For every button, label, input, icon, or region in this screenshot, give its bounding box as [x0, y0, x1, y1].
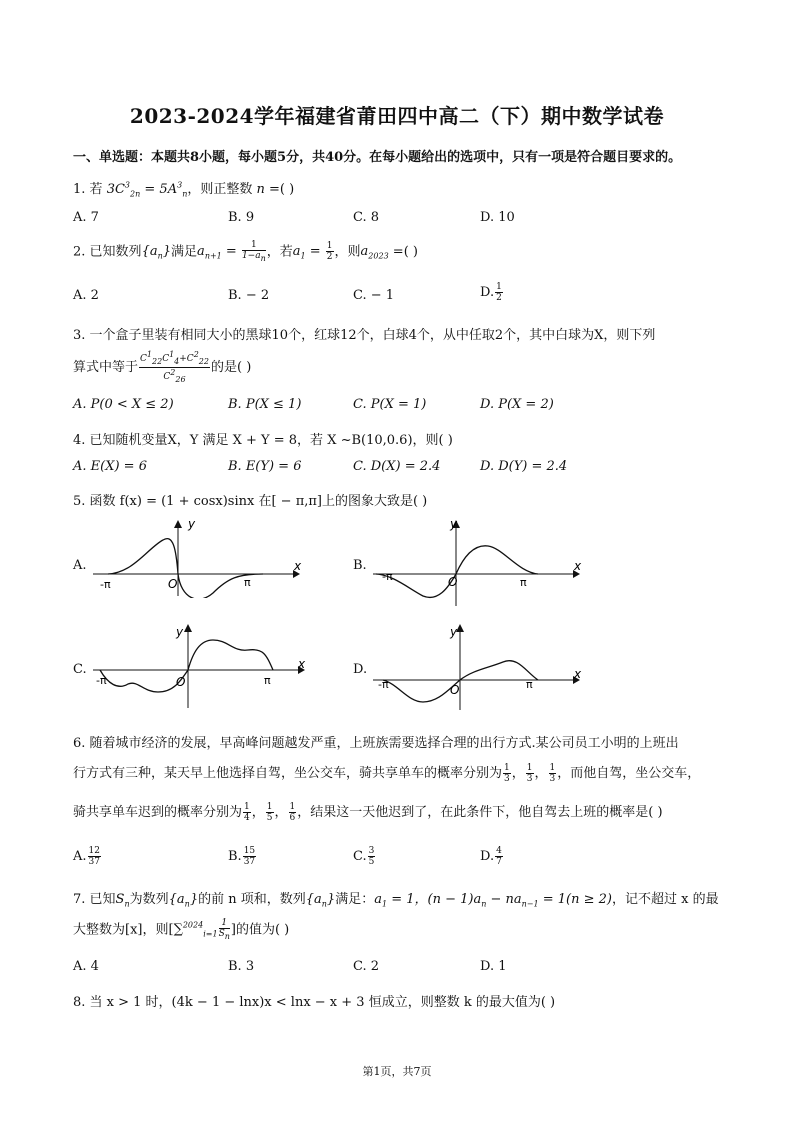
curve	[376, 546, 538, 598]
option-c: C. $\frac{3}{5}$	[353, 846, 375, 867]
option-a: A. 7	[73, 210, 99, 225]
option-a: A. E(X) = 6	[73, 459, 147, 474]
origin-label: O	[450, 683, 460, 697]
pi-label: π	[526, 678, 533, 691]
option-d: D. 10	[480, 210, 515, 225]
curve	[108, 539, 263, 598]
option-a: A. 4	[73, 959, 99, 974]
option-b: B.	[353, 558, 367, 573]
question-6-line2: 行方式有三种，某天早上他选择自驾，坐公交车，骑共享单车的概率分别为 $\frac{1}{3}$ ， $\frac{1}{3}$ ， $\frac{1}{3}$ ，而他自驾，坐公交车，	[73, 763, 701, 784]
option-c: C. 8	[353, 210, 380, 225]
pi-label: π	[520, 576, 527, 589]
option-c: C. D(X) = 2.4	[353, 459, 441, 474]
option-b: B. 9	[228, 210, 255, 225]
question-4: 4. 已知随机变量X，Y 满足 X + Y = 8，若 X ~B(10,0.6)，则( )	[73, 433, 453, 448]
question-3: 3. 一个盒子里装有相同大小的黑球10个，红球12个，白球4个，从中任取2个，其中白球为X，则下列	[73, 328, 656, 343]
option-b: B. 3	[228, 959, 255, 974]
axis-y-label: y	[188, 518, 196, 531]
question-6-line3: 骑共享单车迟到的概率分别为 $\frac{1}{4}$ ， $\frac{1}{5}$ ， $\frac{1}{6}$ ，结果这一天他迟到了，在此条件下，他自驾去上班的概率是( )	[73, 802, 663, 823]
graph-a	[88, 518, 308, 598]
axis-x-label: x	[574, 559, 582, 573]
axis-x-label: x	[298, 657, 306, 671]
neg-pi-label: -π	[378, 678, 389, 691]
question-2: 2. 已知数列$\{a_n\}$满足$a_{n+1}$ = $\frac{1}{1-a_n}$ ，若$a_1$ = $\frac{1}{2}$ ，则$a_{2023}$ =( )	[73, 240, 418, 263]
option-c: C.	[73, 662, 87, 677]
question-7: 7. 已知$S_n$为数列$\{a_n\}$的前 n 项和，数列$\{a_n\}$满足：$a_1 = 1$，$(n - 1)a_n - na_{n-1} = 1(n \ge 2)$，记不超过 x 的最	[73, 892, 719, 909]
option-b: B. − 2	[228, 288, 270, 303]
option-d: D. $\frac{4}{7}$	[480, 846, 502, 867]
page-footer: 第1页，共7页	[362, 1065, 432, 1078]
question-5: 5. 函数 f(x) = (1 + cosx)sinx 在[ − π,π]上的图象大致是( )	[73, 494, 428, 509]
option-a: A. $\frac{12}{37}$	[73, 846, 100, 867]
graph-c	[88, 622, 318, 712]
origin-label: O	[176, 675, 186, 689]
axis-y-label: y	[176, 625, 184, 639]
pi-label: π	[264, 674, 271, 687]
option-a: A. P(0 < X ≤ 2)	[73, 397, 174, 412]
option-d: D. P(X = 2)	[480, 397, 554, 412]
option-b: B. P(X ≤ 1)	[228, 397, 302, 412]
question-1: 1. 若 $3C^3_{2n} = 5A^3_n$，则正整数 n =( )	[73, 180, 295, 199]
option-a: A. 2	[73, 288, 99, 303]
option-d: D. D(Y) = 2.4	[480, 459, 568, 474]
option-a: A.	[73, 558, 87, 573]
formula: $\frac{C^1_{22}C^1_4+C^2_{22}}{C^2_{26}}$	[140, 350, 209, 384]
graph-d	[368, 622, 588, 712]
axis-x-label: x	[294, 559, 302, 573]
option-c: C. 2	[353, 959, 380, 974]
page-title: 2023-2024学年福建省莆田四中高二（下）期中数学试卷	[129, 104, 665, 128]
formula: $3C^3_{2n} = 5A^3_n$	[106, 180, 188, 199]
origin-label: O	[168, 577, 178, 591]
option-d: D.	[353, 662, 368, 677]
axis-y-label: y	[450, 518, 458, 531]
graph-b	[368, 518, 588, 608]
option-d: D. $\frac{1}{2}$	[480, 282, 502, 303]
option-b: B. $\frac{15}{37}$	[228, 846, 256, 867]
question-number: 1.	[73, 182, 86, 197]
axis-y-label: y	[450, 625, 458, 639]
neg-pi-label: -π	[100, 578, 111, 591]
question-3-line2: 算式中等于 $\frac{C^1_{22}C^1_4+C^2_{22}}{C^2_{26}}$ 的是( )	[73, 350, 252, 384]
neg-pi-label: -π	[382, 570, 393, 583]
option-d: D. 1	[480, 959, 507, 974]
question-6: 6. 随着城市经济的发展，早高峰问题越发严重，上班族需要选择合理的出行方式.某公司员工小明的上班出	[73, 736, 679, 751]
option-c: C. − 1	[353, 288, 395, 303]
option-b: B. E(Y) = 6	[228, 459, 302, 474]
option-c: C. P(X = 1)	[353, 397, 427, 412]
section-heading: 一、单选题：本题共8小题，每小题5分，共40分。在每小题给出的选项中，只有一项是符合题目要求的。	[73, 150, 682, 165]
pi-label: π	[244, 576, 251, 589]
question-7-line2: 大整数为[x]，则[∑$^{2024}_{i=1}$ $\frac{1}{S_n}$ ]的值为( )	[73, 918, 290, 941]
axis-x-label: x	[574, 667, 582, 681]
origin-label: O	[448, 575, 458, 589]
curve	[100, 640, 273, 692]
neg-pi-label: -π	[96, 674, 107, 687]
question-8: 8. 当 x > 1 时，(4k − 1 − lnx)x < lnx − x + 3 恒成立，则整数 k 的最大值为( )	[73, 995, 556, 1010]
